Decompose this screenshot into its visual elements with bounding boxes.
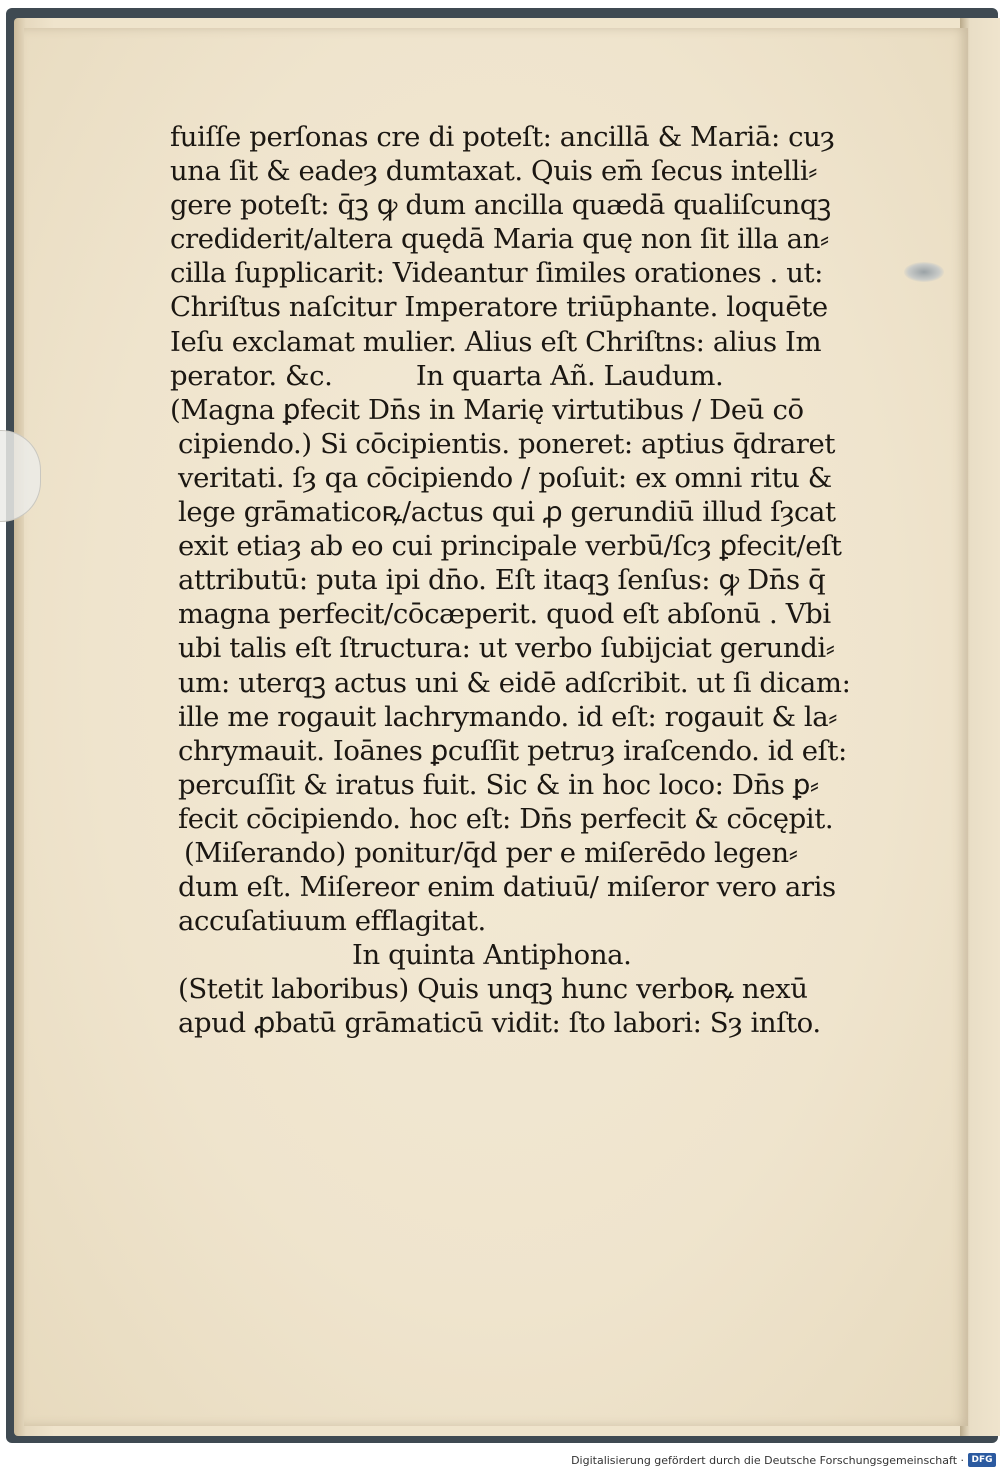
- text-line: chrymauit. Ioānes ꝑcuſſit petruȝ iraſcendo. id eſt:: [178, 734, 847, 767]
- text-line: percuſſit & iratus fuit. Sic & in hoc loco: Dn̄s ꝑ⸗: [178, 768, 819, 801]
- text-line: crediderit/altera quędā Maria quę non ſit illa an⸗: [170, 223, 829, 256]
- page-text: [170, 120, 870, 1041]
- funding-credit: Digitalisierung gefördert durch die Deutsche Forschungsgemeinschaft ·: [571, 1454, 964, 1467]
- section-heading: In quinta Antiphona.: [352, 939, 632, 972]
- text-line: exit etiaȝ ab eo cui principale verbū/ſcȝ ꝑfecit/eſt: [178, 530, 842, 563]
- text-line: ille me rogauit lachrymando. id eſt: rogauit & la⸗: [178, 700, 838, 733]
- footer-bar: [0, 1450, 1000, 1472]
- text-line: veritati. ſȝ qa cōcipiendo / poſuit: ex omni ritu &: [178, 461, 832, 494]
- dfg-logo-icon: DFG: [968, 1453, 996, 1467]
- text-line: cipiendo.) Si cōcipientis. poneret: aptius q̄draret: [178, 427, 836, 460]
- text-line: apud ꝓbatū grāmaticū vidit: ſto labori: Sȝ inſto.: [178, 1007, 821, 1040]
- text-line: fuiſſe perſonas cre di poteſt: ancillā & Mariā: cuȝ: [170, 121, 835, 153]
- text-line: fecit cōcipiendo. hoc eſt: Dn̄s perfecit & cōcępit.: [178, 802, 834, 835]
- text-line: accuſatiuum efflagitat.: [178, 905, 486, 938]
- text-line: dum eſt. Miſereor enim datiuū/ miſeror vero aris: [178, 871, 836, 904]
- text-line: (Stetit laboribus) Quis unqꝫ hunc verboꝶ nexū: [178, 973, 808, 1006]
- paper-stain: [904, 262, 944, 282]
- text-line: gere poteſt: q̄ꝫ ꝙ dum ancilla quædā qualiſcunqꝫ: [170, 189, 831, 222]
- text-line: um: uterqꝫ actus uni & eidē adſcribit. ut ſi dicam:: [178, 666, 851, 699]
- text-line: Ieſu exclamat mulier. Alius eſt Chriſtns: alius Im: [170, 325, 822, 358]
- text-line: una ſit & eadeȝ dumtaxat. Quis em̄ ſecus intelli⸗: [170, 155, 818, 188]
- text-line: ubi talis eſt ſtructura: ut verbo ſubijciat gerundi⸗: [178, 632, 835, 665]
- text-line: (Magna ꝑfecit Dn̄s in Marię virtutibus / Deū cō: [170, 393, 804, 426]
- text-line: perator. &c. In quarta Añ. Laudum.: [170, 359, 724, 392]
- text-line: lege grāmaticoꝶ/actus qui ꝓ gerundiū illud ſȝcat: [178, 496, 836, 529]
- text-line: Chriſtus naſcitur Imperatore triūphante. loquēte: [170, 291, 828, 324]
- text-line: cilla ſupplicarit: Videantur ſimiles orationes . ut:: [170, 257, 824, 290]
- text-line: attributū: puta ipi dn̄o. Eſt itaqꝫ ſenſus: ꝙ Dn̄s q̄: [178, 564, 826, 597]
- text-line: (Miſerando) ponitur/q̄d per e miſerēdo legen⸗: [184, 836, 798, 869]
- text-line: magna perfecit/cōcæperit. quod eſt abſonū . Vbi: [178, 598, 831, 631]
